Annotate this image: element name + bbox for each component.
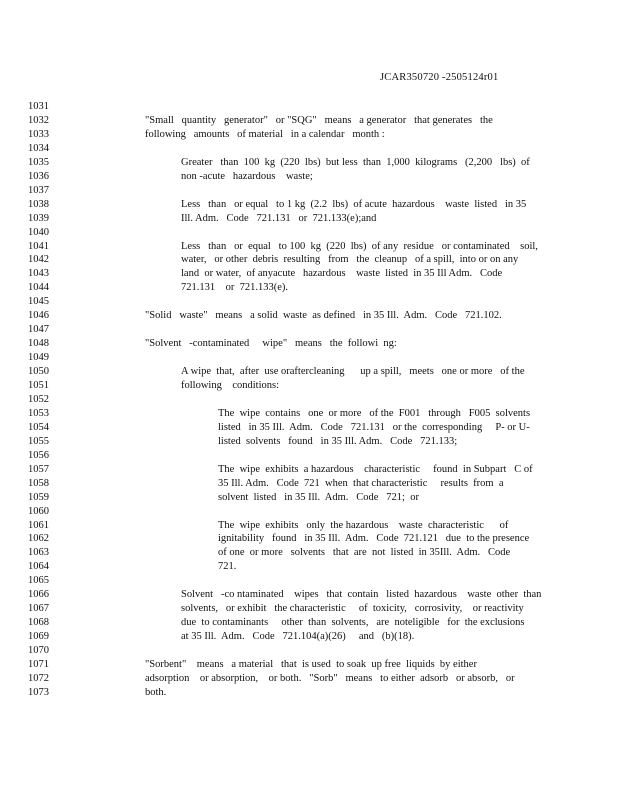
text-line: non -acute hazardous waste; <box>181 170 313 182</box>
text-line: ignitability found in 35 Ill. Adm. Code 721.121 due to the presence <box>218 533 530 545</box>
line-number: 1067 <box>28 603 49 615</box>
line-number: 1043 <box>28 268 49 280</box>
line-number: 1039 <box>28 212 49 224</box>
line-number: 1058 <box>28 477 49 489</box>
text-line: 721.131 or 721.133(e). <box>181 282 289 294</box>
line-number: 1066 <box>28 589 49 601</box>
text-line: Less than or equal to 100 kg (220 lbs) of any residue or contaminated soil, <box>181 240 538 252</box>
line-number: 1053 <box>28 407 49 419</box>
text-line: The wipe contains one or more of the F001 through F005 solvents <box>218 407 531 419</box>
line-number: 1054 <box>28 421 49 433</box>
line-number: 1038 <box>28 198 49 210</box>
text-line: Solvent -co ntaminated wipes that contain listed hazardous waste other than <box>181 589 542 601</box>
text-line: listed in 35 Ill. Adm. Code 721.131 or the corresponding P- or U- <box>218 421 530 433</box>
line-number: 1064 <box>28 561 49 573</box>
text-line: A wipe that, after use oraftercleaning up a spill, meets one or more of the <box>181 366 525 378</box>
text-line: solvent listed in 35 Ill. Adm. Code 721; or <box>218 491 419 503</box>
line-number: 1035 <box>28 156 49 168</box>
text-line: "Sorbent" means a material that is used to soak up free liquids by either <box>145 659 477 670</box>
line-number: 1047 <box>28 324 49 336</box>
text-line: adsorption or absorption, or both. "Sorb" means to either adsorb or absorb, or <box>145 672 515 684</box>
text-line: both. <box>145 686 167 698</box>
line-number: 1042 <box>28 254 49 266</box>
line-number: 1060 <box>28 505 49 517</box>
line-number: 1036 <box>28 170 49 182</box>
line-number: 1045 <box>28 296 49 308</box>
line-number: 1068 <box>28 617 49 629</box>
line-number: 1034 <box>28 142 49 154</box>
line-number: 1031 <box>28 101 49 112</box>
text-line: Less than or equal to 1 kg (2.2 lbs) of acute hazardous waste listed in 35 <box>181 198 527 210</box>
line-number: 1057 <box>28 463 49 475</box>
text-line: 721. <box>218 561 237 573</box>
line-number: 1032 <box>28 114 49 126</box>
line-number: 1061 <box>28 519 49 531</box>
text-line: following amounts of material in a calendar month : <box>145 128 385 140</box>
line-number: 1073 <box>28 686 49 698</box>
line-number: 1033 <box>28 128 49 140</box>
line-number: 1044 <box>28 282 49 294</box>
line-number: 1072 <box>28 672 49 684</box>
document-id: JCAR350720 -2505124r01 <box>380 72 499 83</box>
text-line: solvents, or exhibit the characteristic of toxicity, corrosivity, or reactivity <box>181 603 524 615</box>
line-number: 1048 <box>28 338 49 350</box>
line-number: 1040 <box>28 226 49 238</box>
line-number: 1056 <box>28 449 49 461</box>
line-number: 1050 <box>28 366 49 378</box>
text-line: 35 Ill. Adm. Code 721 when that characteristic results from a <box>218 477 504 489</box>
text-line: listed solvents found in 35 Ill. Adm. Code 721.133; <box>218 435 458 447</box>
line-number: 1071 <box>28 659 49 670</box>
text-line: water, or other debris resulting from the cleanup of a spill, into or on any <box>181 254 519 266</box>
line-number: 1037 <box>28 184 49 196</box>
text-line: due to contaminants other than solvents, are noteligible for the exclusions <box>181 617 525 629</box>
text-line: The wipe exhibits a hazardous characteristic found in Subpart C of <box>218 463 533 475</box>
text-line: "Solid waste" means a solid waste as defined in 35 Ill. Adm. Code 721.102. <box>145 310 502 322</box>
line-number: 1059 <box>28 491 49 503</box>
line-number: 1070 <box>28 645 49 657</box>
line-number: 1049 <box>28 352 49 364</box>
line-number: 1069 <box>28 631 49 643</box>
line-number: 1062 <box>28 533 49 545</box>
text-line: Ill. Adm. Code 721.131 or 721.133(e);and <box>181 212 377 224</box>
text-line: Greater than 100 kg (220 lbs) but less than 1,000 kilograms (2,200 lbs) of <box>181 156 530 168</box>
text-line: at 35 Ill. Adm. Code 721.104(a)(26) and (b)(18). <box>181 631 415 643</box>
line-number: 1046 <box>28 310 49 322</box>
line-number: 1051 <box>28 380 49 391</box>
line-number: 1052 <box>28 393 49 405</box>
line-number: 1055 <box>28 435 49 447</box>
line-number: 1063 <box>28 547 49 559</box>
text-line: "Small quantity generator" or "SQG" means a generator that generates the <box>145 114 493 126</box>
text-line: "Solvent -contaminated wipe" means the followi ng: <box>145 338 397 350</box>
text-line: following conditions: <box>181 380 279 391</box>
text-line: land or water, of anyacute hazardous waste listed in 35 Ill Adm. Code <box>181 268 503 280</box>
text-line: of one or more solvents that are not listed in 35Ill. Adm. Code <box>218 547 511 559</box>
line-number: 1041 <box>28 240 49 252</box>
line-number: 1065 <box>28 575 49 587</box>
text-line: The wipe exhibits only the hazardous waste characteristic of <box>218 519 509 531</box>
